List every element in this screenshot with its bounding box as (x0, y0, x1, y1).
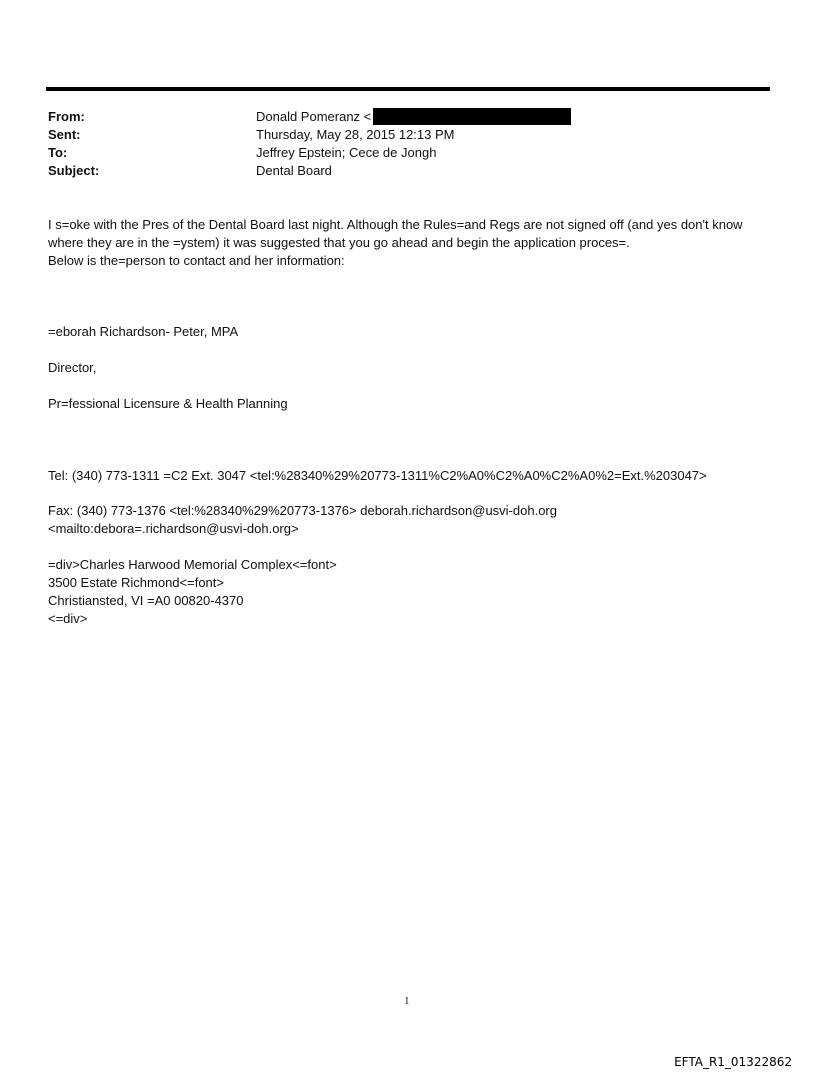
from-value (256, 108, 571, 126)
telephone-line: Tel: (340) 773-1311 =C2 Ext. 3047 <tel:%28340%29%20773-1311%C2%A0%C2%A0%C2%A0%2=Ext.%203047> (48, 468, 707, 483)
bates-number: EFTA_R1_01322862 (674, 1055, 792, 1069)
address-line-4: <=div> (48, 611, 88, 626)
address-line-1: =div>Charles Harwood Memorial Complex<=font> (48, 557, 337, 572)
address-line-3: Christiansted, VI =A0 00820-4370 (48, 593, 244, 608)
sent-label: Sent: (48, 127, 81, 142)
mailto-line: <mailto:debora=.richardson@usvi-doh.org> (48, 521, 299, 536)
to-value: Jeffrey Epstein; Cece de Jongh (256, 145, 437, 160)
redaction-block (373, 108, 571, 125)
sender-name: Donald Pomeranz < (256, 109, 372, 124)
address-line-2: 3500 Estate Richmond<=font> (48, 575, 224, 590)
header-divider (46, 87, 770, 91)
subject-value: Dental Board (256, 163, 332, 178)
body-paragraph-line-2: where they are in the =ystem) it was suggested that you go ahead and begin the application proces=. (48, 235, 630, 250)
contact-title: Director, (48, 360, 97, 375)
contact-name: =eborah Richardson- Peter, MPA (48, 324, 239, 339)
from-label: From: (48, 109, 85, 124)
subject-label: Subject: (48, 163, 100, 178)
fax-line: Fax: (340) 773-1376 <tel:%28340%29%20773-1376> deborah.richardson@usvi-doh.org (48, 503, 557, 518)
sent-value: Thursday, May 28, 2015 12:13 PM (256, 127, 455, 142)
to-label: To: (48, 145, 68, 160)
body-paragraph-line-3: Below is the=person to contact and her information: (48, 253, 345, 268)
page-number: 1 (404, 995, 410, 1007)
body-paragraph-line-1: I s=oke with the Pres of the Dental Board last night. Although the Rules=and Regs are not signed off (and yes don't know (48, 217, 743, 232)
contact-department: Pr=fessional Licensure & Health Planning (48, 396, 288, 411)
